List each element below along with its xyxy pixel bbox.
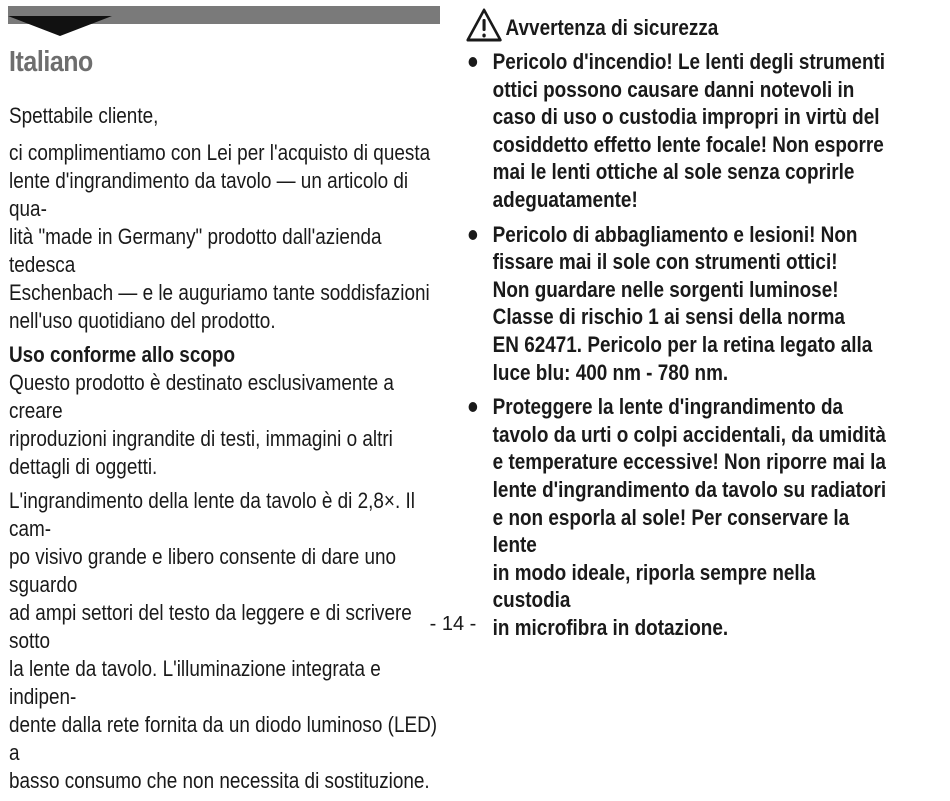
safety-line: Proteggere la lente d'ingrandimento da (492, 394, 844, 420)
safety-line: caso di uso o custodia impropri in virtù del (492, 104, 880, 130)
safety-item-protection (466, 393, 896, 641)
intro-line: Eschenbach — e le auguriamo tante soddisfazioni (9, 280, 430, 305)
bullet-icon (469, 230, 478, 240)
safety-line: fissare mai il sole con strumenti ottici! (492, 249, 838, 275)
intro-line: ci complimentiamo con Lei per l'acquisto di questa (9, 140, 431, 165)
safety-line: Non guardare nelle sorgenti luminose! (492, 276, 839, 302)
intended-use-line: dettagli di oggetti. (9, 454, 158, 479)
safety-line: lente d'ingrandimento da tavolo su radiatori (492, 476, 887, 502)
magnification-line: ad ampi settori del testo da leggere e di scrivere sotto (9, 600, 412, 653)
safety-line: tavolo da urti o colpi accidentali, da umidità (492, 421, 886, 447)
magnification-line: dente dalla rete fornita da un diodo luminoso (LED) a (9, 712, 438, 765)
safety-line: cosiddetto effetto lente focale! Non esporre (492, 131, 884, 157)
safety-title: Avvertenza di sicurezza (505, 15, 719, 40)
safety-line: Pericolo d'incendio! Le lenti degli strumenti (492, 49, 886, 74)
safety-line: e non esporla al sole! Per conservare la lente (492, 504, 850, 558)
intro-line: lente d'ingrandimento da tavolo — un articolo di qua- (9, 168, 409, 221)
magnification-line: la lente da tavolo. L'illuminazione integrata e indipen- (9, 656, 381, 709)
intended-use-line: Questo prodotto è destinato esclusivamente a creare (9, 370, 394, 423)
warning-triangle-icon (466, 8, 502, 42)
intended-use-paragraph (9, 369, 439, 481)
safety-line: in microfibra in dotazione. (492, 614, 729, 640)
safety-line: Pericolo di abbagliamento e lesioni! Non (492, 221, 858, 247)
safety-line: luce blu: 400 nm - 780 nm. (492, 359, 729, 385)
safety-line: adeguatamente! (492, 186, 638, 212)
magnification-line: basso consumo che non necessita di sostituzione. (9, 768, 430, 793)
right-column (466, 6, 896, 648)
intended-use-heading: Uso conforme allo scopo (9, 342, 236, 367)
magnification-line: po visivo grande e libero consente di dare uno sguardo (9, 544, 397, 597)
safety-line: e temperature eccessive! Non riporre mai la (492, 449, 886, 475)
intended-use-line: riproduzioni ingrandite di testi, immagini o altri (9, 426, 393, 451)
safety-item-fire (466, 48, 896, 214)
safety-item-glare (466, 221, 896, 387)
safety-line: Classe di rischio 1 ai sensi della norma (492, 304, 845, 330)
bullet-icon (469, 57, 478, 67)
language-title: Italiano (9, 46, 93, 78)
salutation: Spettabile cliente, (9, 103, 159, 128)
safety-list (466, 48, 896, 641)
intro-line: lità "made in Germany" prodotto dall'azienda tedesca (9, 224, 382, 277)
safety-line: mai le lenti ottiche al sole senza coprirle (492, 159, 855, 185)
safety-line: in modo ideale, riporla sempre nella custodia (492, 559, 816, 613)
safety-title-row (466, 6, 896, 42)
header-arrow-icon (8, 16, 112, 36)
safety-line: EN 62471. Pericolo per la retina legato alla (492, 331, 873, 357)
bullet-icon (469, 402, 478, 412)
left-column (9, 102, 439, 801)
intro-line: nell'uso quotidiano del prodotto. (9, 308, 276, 333)
magnification-line: L'ingrandimento della lente da tavolo è di 2,8×. Il cam- (9, 488, 415, 541)
page-number: - 14 - (429, 613, 477, 635)
safety-line: ottici possono causare danni notevoli in (492, 76, 855, 102)
intro-paragraph (9, 139, 439, 335)
magnification-paragraph (9, 487, 439, 795)
